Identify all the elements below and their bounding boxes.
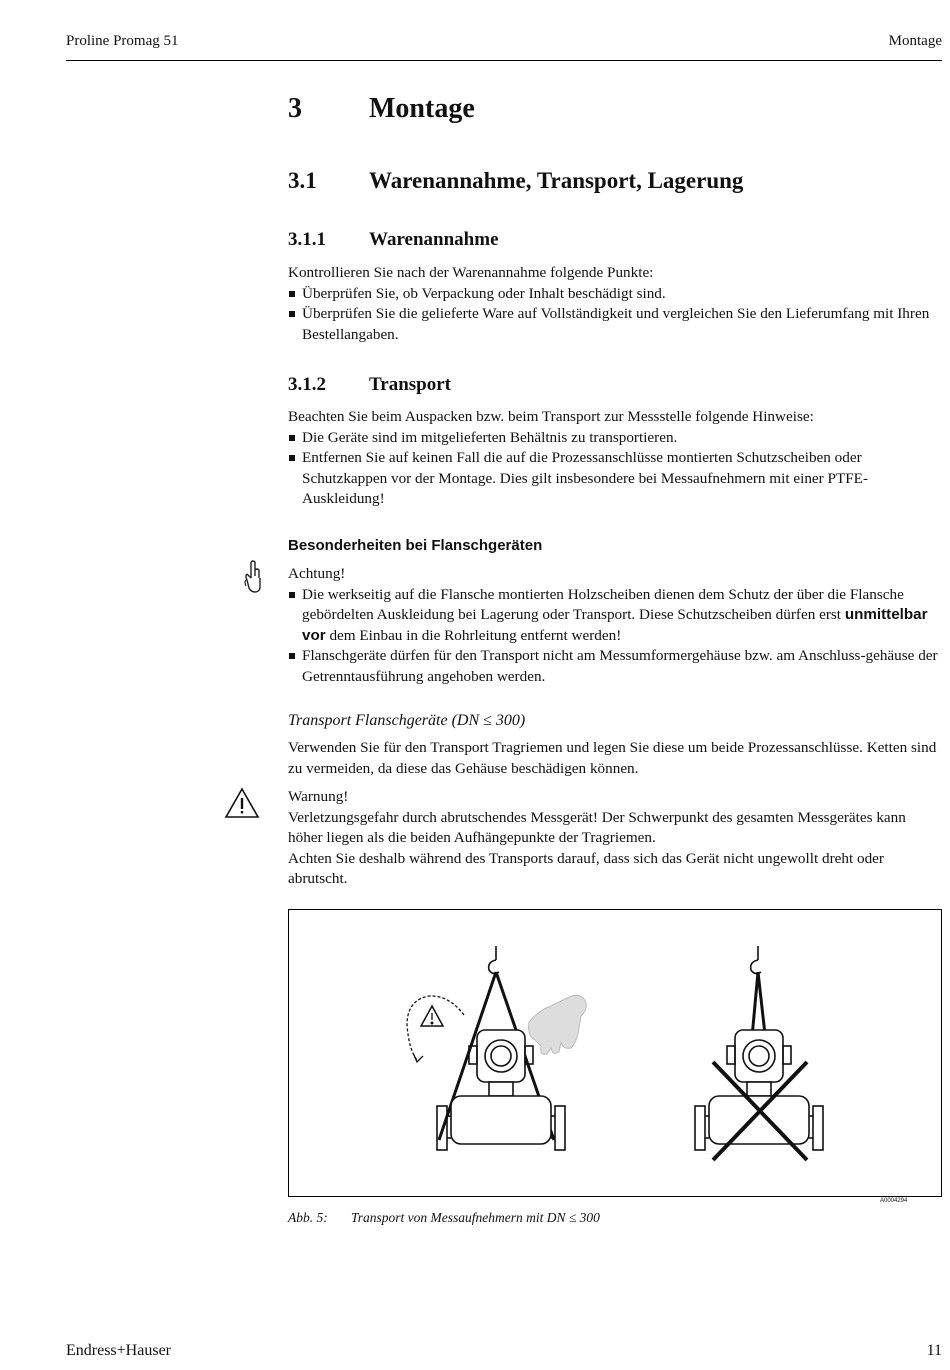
section-heading [288,168,743,194]
transport-illustration [289,910,941,1196]
subsection-number: 3.1.1 [288,229,326,250]
list-item: Überprüfen Sie die gelieferte Ware auf Vollständigkeit und vergleichen Sie den Lieferumfang mit Ihren Bestellangaben. [288,304,943,345]
warning-text-2: Achten Sie deshalb während des Transports darauf, dass sich das Gerät nicht ungewollt dreht oder abrutscht. [288,849,884,887]
subsection-title: Transport [369,374,451,395]
transport-intro: Beachten Sie beim Auspacken bzw. beim Transport zur Messstelle folgende Hinweise: [288,408,814,425]
chapter-title: Montage [369,93,475,124]
header-product-name: Proline Promag 51 [66,33,179,49]
list-item [288,585,943,647]
flange-list [288,585,943,688]
figure-frame [288,909,942,1197]
caution-hand-icon [242,560,264,596]
flange-item-text: dem Einbau in die Rohrleitung entfernt werden! [325,626,622,644]
flange-item-emphasis: unmittelbar vor [302,606,928,644]
flange-block [288,537,943,687]
warning-triangle-icon [224,787,260,819]
flange-item-text: Die werkseitig auf die Flansche montierten Holzscheiben dienen dem Schutz der über die Flansche gebördelten Auskleidung bei Lagerung oder Transport. Diese Schutzscheiben dürfen erst [302,585,904,623]
warenannahme-block [288,263,943,345]
warning-text-1: Verletzungsgefahr durch abrutschendes Messgerät! Der Schwerpunkt des gesamten Messgerätes kann höher liegen als die beiden Aufhängepunkte der Tragriemen. [288,808,906,846]
transport-flange-paragraph: Verwenden Sie für den Transport Tragriemen und legen Sie diese um beide Prozessanschlüsse. Ketten sind zu vermeiden, da diese das Gehäuse beschädigen können. [288,739,937,777]
chapter-number: 3 [288,93,302,124]
subsection-number: 3.1.2 [288,374,326,395]
warenannahme-list [288,284,943,346]
incorrect-lifting-illustration [695,946,823,1150]
figure-id: A0004294 [880,1198,908,1204]
caution-label: Achtung! [288,565,346,582]
rotation-warning [407,996,464,1062]
warenannahme-intro: Kontrollieren Sie nach der Warenannahme folgende Punkte: [288,264,654,281]
hand-icon [529,995,587,1054]
list-item: Entfernen Sie auf keinen Fall die auf die Prozessanschlüsse montierten Schutzscheiben oder Schutzkappen vor der Montage. Dies gilt insbesondere bei Messaufnehmern mit einer PTFE-Auskleidung! [288,448,943,510]
section-title: Warenannahme, Transport, Lagerung [369,168,744,193]
footer-company: Endress+Hauser [66,1342,171,1359]
caption-text: Transport von Messaufnehmern mit DN ≤ 300 [351,1210,600,1225]
list-item: Flanschgeräte dürfen für den Transport nicht am Messumformergehäuse bzw. am Anschluss-gehäuse der Getrenntausführung angehoben werden. [288,646,943,687]
figure-caption [288,1210,600,1226]
transport-flange-block [288,712,943,890]
transport-block [288,407,943,510]
transport-list [288,428,943,510]
caption-label: Abb. 5: [288,1210,328,1225]
page-number: 11 [926,1342,942,1359]
header-chapter-name: Montage [888,33,942,49]
subsection-title: Warenannahme [369,229,499,250]
transport-flange-subtitle: Transport Flanschgeräte (DN ≤ 300) [288,712,526,729]
flange-heading: Besonderheiten bei Flanschgeräten [288,537,543,554]
warning-label: Warnung! [288,788,349,805]
subsection-heading-warenannahme [288,229,499,251]
subsection-heading-transport [288,374,451,396]
list-item: Überprüfen Sie, ob Verpackung oder Inhalt beschädigt sind. [288,284,943,305]
section-number: 3.1 [288,168,317,193]
chapter-heading [288,93,475,125]
list-item: Die Geräte sind im mitgelieferten Behältnis zu transportieren. [288,428,943,449]
header-rule [66,60,942,61]
